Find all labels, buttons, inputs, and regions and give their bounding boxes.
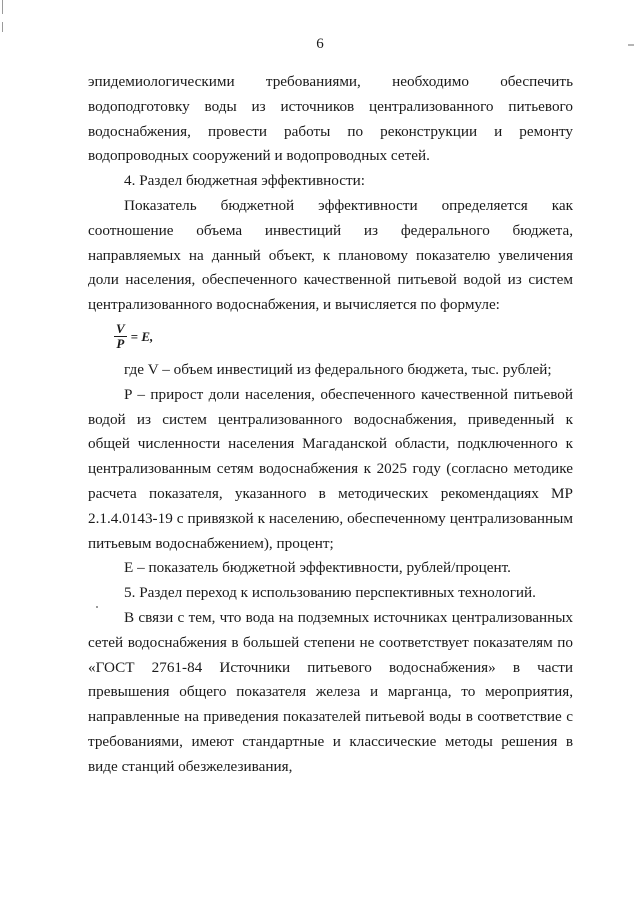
paragraph-definition-v: где V – объем инвестиций из федерального бюджета, тыс. рублей; bbox=[124, 360, 552, 378]
page-number: 6 bbox=[316, 36, 324, 52]
section-4-heading: 4. Раздел бюджетная эффективности: bbox=[124, 172, 365, 190]
paragraph-technologies: В связи с тем, что вода на подземных источниках централизованных сетей водоснабжения в большей степени не соответствует показателям по «ГОСТ 2761-84 Источники питьевого водоснабжения» в части превышения общего показателя железа и марганца, то мероприятия, направленные на приведения показателей питьевой воды в соответствие с требованиями, имеют стандартные и классические методы решения в виде станций обезжелезивания, bbox=[88, 608, 573, 775]
section-5-heading: 5. Раздел переход к использованию перспективных технологий. bbox=[124, 584, 536, 602]
formula-result: = E, bbox=[130, 328, 154, 344]
paragraph-continuation: эпидемиологическими требованиями, необходимо обеспечить водоподготовку воды из источников централизованного питьевого водоснабжения, провести работы по реконструкции и ремонту водопроводных сооружений и водопроводных сетей. bbox=[88, 73, 573, 165]
scan-margin-mark bbox=[2, 0, 3, 14]
paragraph-definition-p: P – прирост доли населения, обеспеченного качественной питьевой водой из систем централизованного водоснабжения, приведенный к общей численности населения Магаданской области, подключенного к централизованным сетям водоснабжения к 2025 году (согласно методике расчета показателя, указанного в методических рекомендациях МР 2.1.4.0143-19 с привязкой к населению, обеспеченному централизованным питьевым водоснабжением), процент; bbox=[88, 385, 573, 552]
scan-margin-mark bbox=[2, 22, 3, 32]
formula-numerator: V bbox=[116, 321, 125, 337]
formula-fraction bbox=[114, 322, 127, 351]
formula bbox=[114, 320, 573, 354]
paragraph-indicator-definition: Показатель бюджетной эффективности определяется как соотношение объема инвестиций из федерального бюджета, направляемых на данный объект, к плановому показателю увеличения доли населения, обеспеченного качественной питьевой водой из систем централизованного водоснабжения, и вычисляется по формуле: bbox=[88, 196, 573, 314]
document-body bbox=[88, 70, 573, 780]
paragraph-definition-e: E – показатель бюджетной эффективности, рублей/процент. bbox=[124, 559, 511, 577]
formula-denominator: P bbox=[116, 336, 125, 352]
